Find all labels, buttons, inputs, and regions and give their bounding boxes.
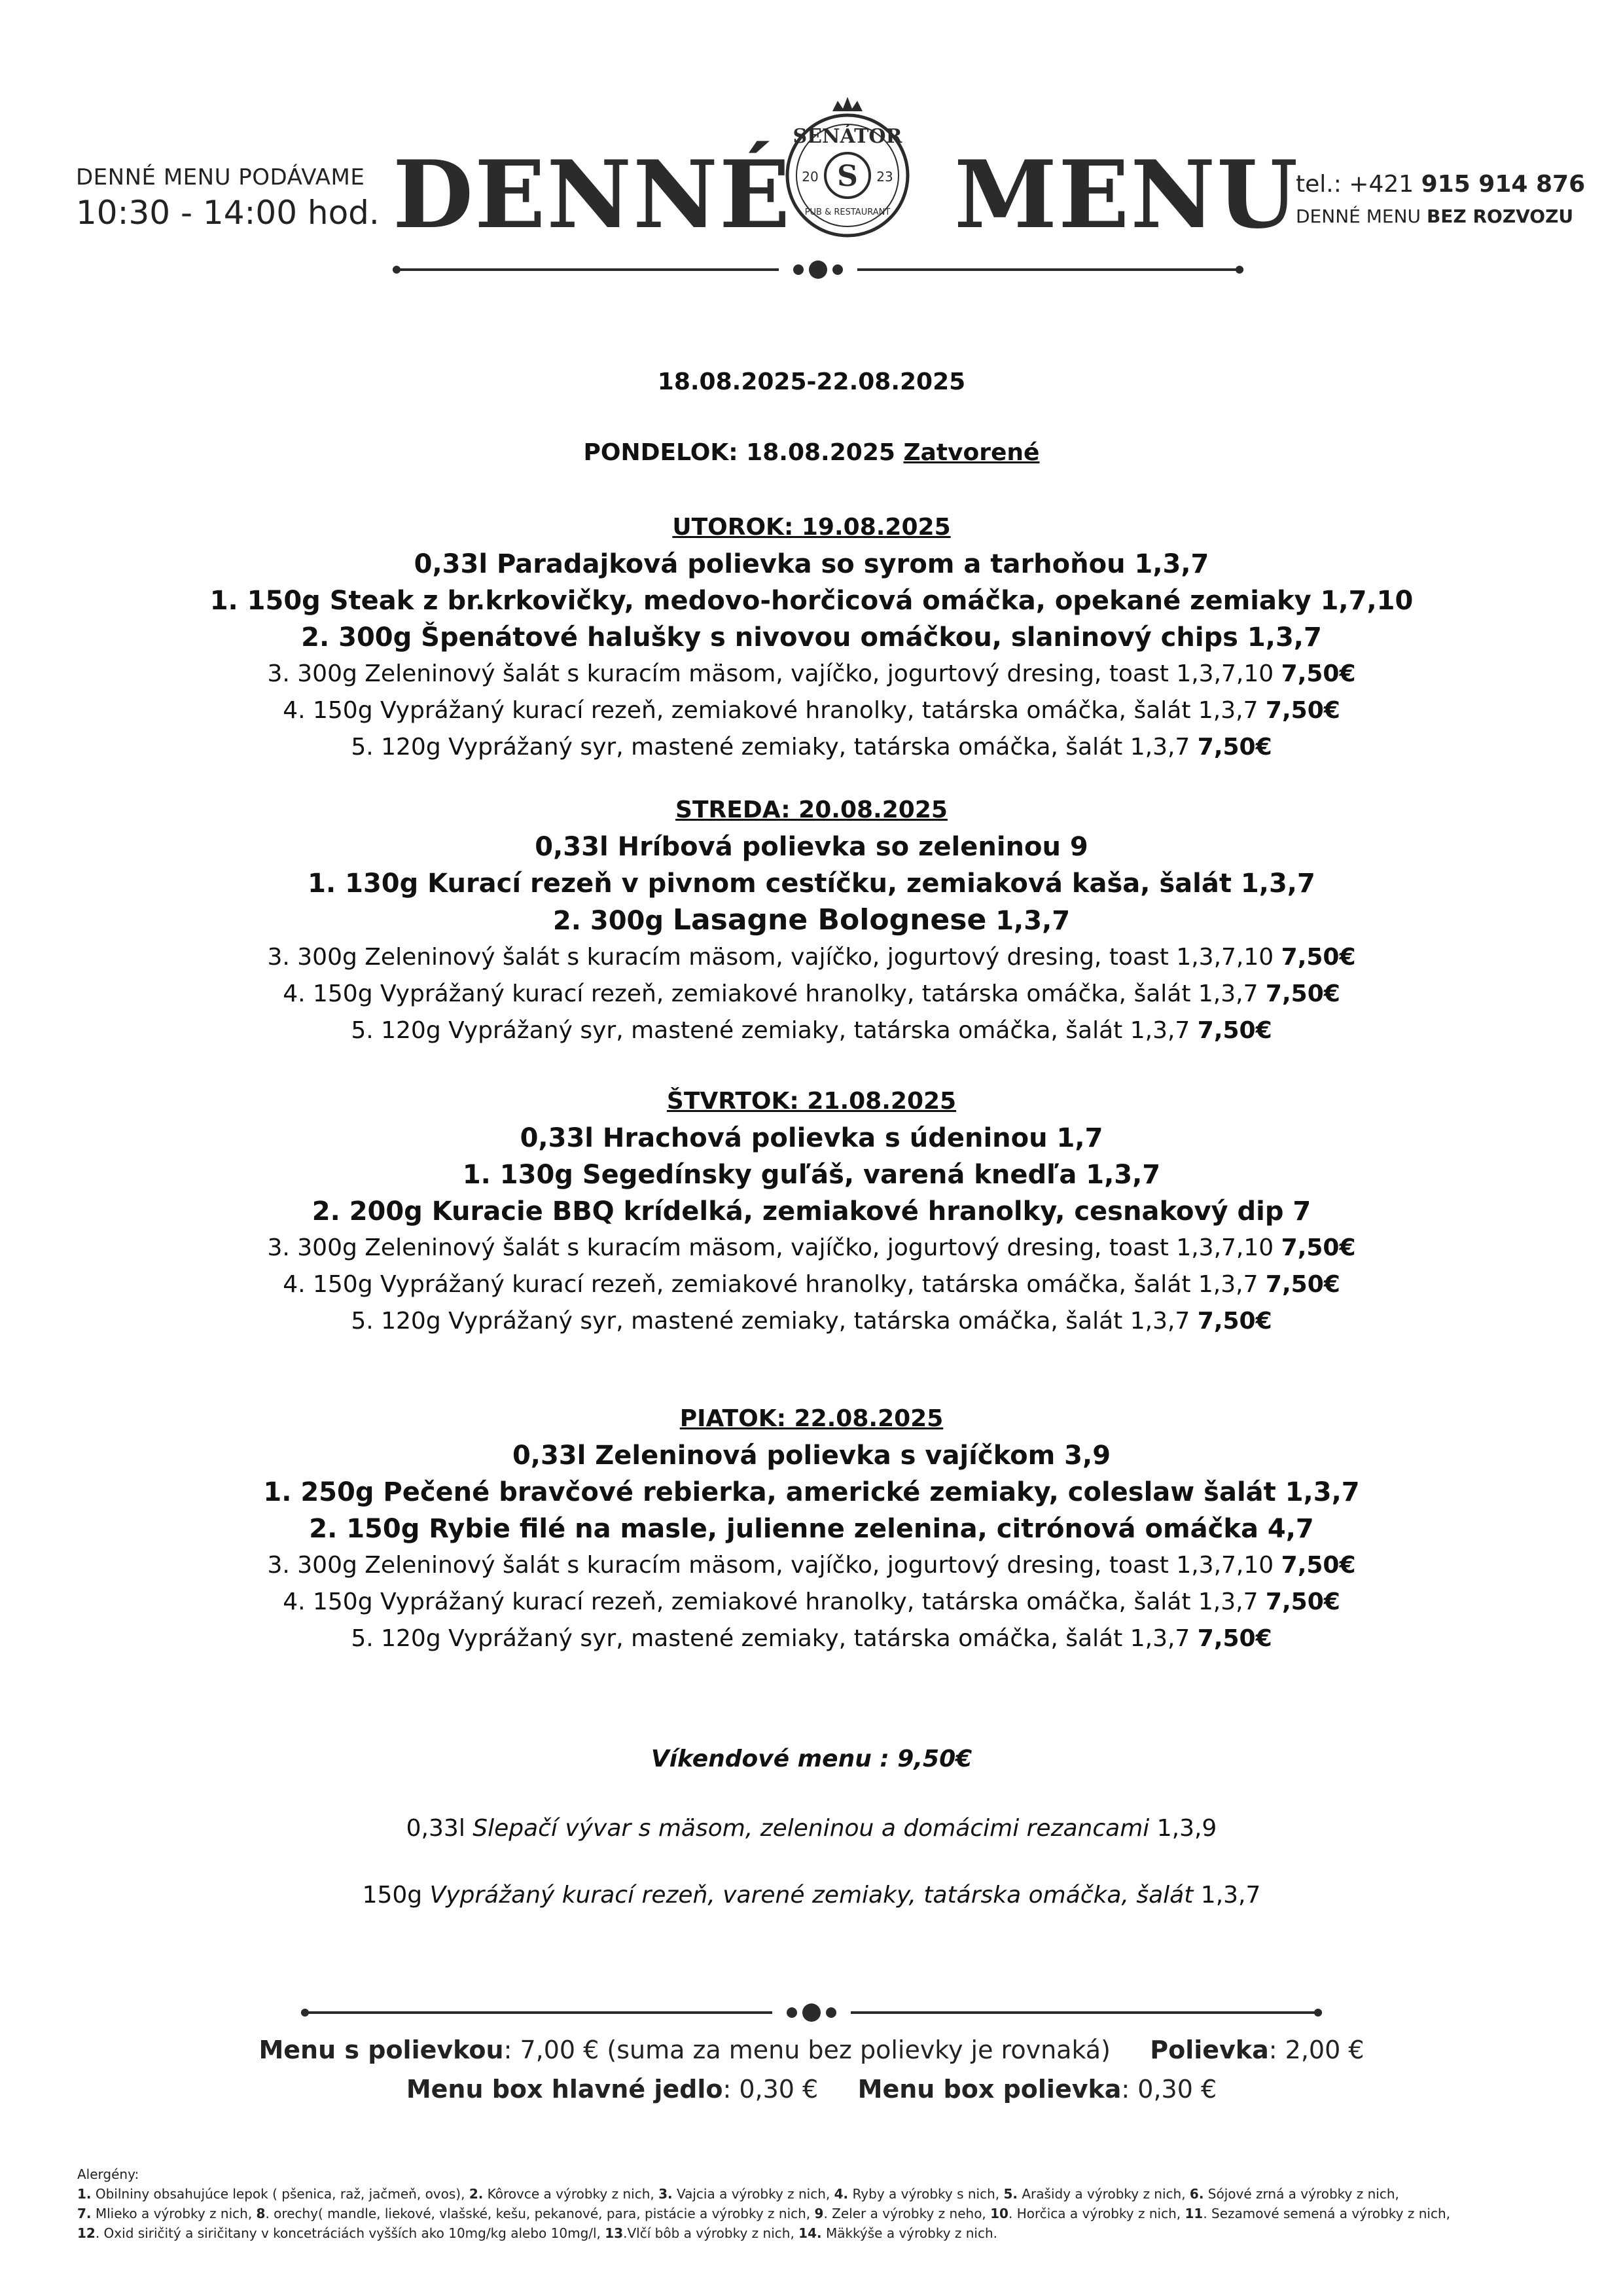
delivery-value: BEZ ROZVOZU xyxy=(1426,206,1574,227)
monday-status: Zatvorené xyxy=(903,439,1040,466)
fixed-dish-5: 5. 120g Vyprážaný syr, mastené zemiaky, tatárska omáčka, šalát 1,3,7 7,50€ xyxy=(351,1017,1272,1044)
delivery-label: DENNÉ MENU xyxy=(1296,206,1427,227)
fixed-dish-3: 3. 300g Zeleninový šalát s kuracím mäsom, vajíčko, jogurtový dresing, toast 1,3,7,10 7,50€ xyxy=(267,944,1356,971)
main-dish-1: 1. 130g Segedínsky guľáš, varená knedľa 1,3,7 xyxy=(462,1160,1161,1190)
contact-info xyxy=(1296,169,1585,233)
main-dish-1: 1. 130g Kurací rezeň v pivnom cestíčku, zemiaková kaša, šalát 1,3,7 xyxy=(308,869,1315,899)
fixed-dish-5: 5. 120g Vyprážaný syr, mastené zemiaky, tatárska omáčka, šalát 1,3,7 7,50€ xyxy=(351,1625,1272,1652)
fixed-dish-4: 4. 150g Vyprážaný kurací rezeň, zemiakové hranolky, tatárska omáčka, šalát 1,3,7 7,50€ xyxy=(283,1588,1340,1615)
price: 7,50€ xyxy=(1265,980,1340,1007)
allergen-item: 1. Obilniny obsahujúce lepok ( pšenica, raž, jačmeň, ovos), xyxy=(77,2186,469,2202)
day-thursday xyxy=(0,1083,1623,1340)
main-dish-1: 1. 250g Pečené bravčové rebierka, americké zemiaky, coleslaw šalát 1,3,7 xyxy=(263,1477,1360,1507)
fixed-dish-3: 3. 300g Zeleninový šalát s kuracím mäsom, vajíčko, jogurtový dresing, toast 1,3,7,10 7,50€ xyxy=(267,1552,1356,1579)
price: 7,50€ xyxy=(1197,734,1272,761)
main-dish-2: 2. 150g Rybie filé na masle, julienne zelenina, citrónová omáčka 4,7 xyxy=(309,1514,1314,1544)
allergen-item: 4. Ryby a výrobky s nich, xyxy=(834,2186,1004,2202)
allergen-item: 6. Sójové zrná a výrobky z nich, xyxy=(1189,2186,1399,2202)
price: 7,50€ xyxy=(1281,1234,1356,1261)
senator-logo xyxy=(772,92,923,242)
price: 7,50€ xyxy=(1281,660,1356,687)
fixed-dish-4: 4. 150g Vyprážaný kurací rezeň, zemiakové hranolky, tatárska omáčka, šalát 1,3,7 7,50€ xyxy=(283,1271,1340,1298)
allergen-item: 2. Kôrovce a výrobky z nich, xyxy=(469,2186,659,2202)
main-dish-2: 2. 300g Špenátové halušky s nivovou omáčkou, slaninový chips 1,3,7 xyxy=(301,622,1322,653)
day-wednesday xyxy=(0,792,1623,1049)
allergen-title: Alergény: xyxy=(77,2166,139,2182)
phone-label: tel.: +421 xyxy=(1296,171,1421,198)
weekend-item-1: 0,33l Slepačí vývar s mäsom, zeleninou a domácimi rezancami 1,3,9 xyxy=(406,1815,1217,1842)
crown-icon xyxy=(832,97,863,111)
price: 7,50€ xyxy=(1265,1588,1340,1615)
allergen-item: 10. Horčica a výrobky z nich, xyxy=(990,2206,1185,2221)
price: 7,50€ xyxy=(1197,1308,1272,1335)
allergen-item: 8. orechy( mandle, liekové, vlašské, kešu, pekanové, para, pistácie a výrobky z nich, xyxy=(256,2206,815,2221)
serving-time: 10:30 - 14:00 hod. xyxy=(76,194,380,232)
day-friday xyxy=(0,1401,1623,1657)
fixed-dish-5: 5. 120g Vyprážaný syr, mastené zemiaky, tatárska omáčka, šalát 1,3,7 7,50€ xyxy=(351,1308,1272,1335)
weekend-item-2: 150g Vyprážaný kurací rezeň, varené zemiaky, tatárska omáčka, šalát 1,3,7 xyxy=(362,1882,1261,1909)
allergen-item: 5. Arašidy a výrobky z nich, xyxy=(1003,2186,1190,2202)
logo-subtitle: PUB & RESTAURANT xyxy=(804,207,891,217)
price: 7,50€ xyxy=(1265,697,1340,724)
price-summary-2: Menu box hlavné jedlo: 0,30 € Menu box polievka: 0,30 € xyxy=(406,2075,1217,2104)
serving-hours xyxy=(76,162,380,233)
day-title: ŠTVRTOK: 21.08.2025 xyxy=(666,1088,957,1115)
allergen-item: 12. Oxid siričitý a siričitany v koncetráciách vyšších ako 10mg/kg alebo 10mg/l, xyxy=(77,2225,605,2241)
allergen-item: 9. Zeler a výrobky z neho, xyxy=(814,2206,991,2221)
soup: 0,33l Hríbová polievka so zeleninou 9 xyxy=(535,832,1088,862)
logo-name: SENÁTOR xyxy=(793,125,902,148)
fixed-dish-4: 4. 150g Vyprážaný kurací rezeň, zemiakové hranolky, tatárska omáčka, šalát 1,3,7 7,50€ xyxy=(283,980,1340,1007)
price: 7,50€ xyxy=(1265,1271,1340,1298)
logo-year-right: 23 xyxy=(876,169,893,185)
monday-label: PONDELOK: 18.08.2025 xyxy=(583,439,904,466)
price: 7,50€ xyxy=(1197,1625,1272,1652)
title-denne: DENNÉ xyxy=(393,141,792,249)
day-title: PIATOK: 22.08.2025 xyxy=(679,1405,944,1432)
allergen-item: 11. Sezamové semená a výrobky z nich, xyxy=(1185,2206,1450,2221)
header-divider xyxy=(393,257,1243,283)
soup: 0,33l Zeleninová polievka s vajíčkom 3,9 xyxy=(512,1441,1111,1471)
price: 7,50€ xyxy=(1281,944,1356,971)
serving-label: DENNÉ MENU PODÁVAME xyxy=(76,164,365,190)
fixed-dish-4: 4. 150g Vyprážaný kurací rezeň, zemiakové hranolky, tatárska omáčka, šalát 1,3,7 7,50€ xyxy=(283,697,1340,724)
week-range xyxy=(0,364,1623,401)
allergen-item: 3. Vajcia a výrobky z nich, xyxy=(658,2186,834,2202)
soup: 0,33l Hrachová polievka s údeninou 1,7 xyxy=(520,1123,1103,1153)
day-title: UTOROK: 19.08.2025 xyxy=(672,514,951,541)
day-tuesday xyxy=(0,509,1623,766)
price: 7,50€ xyxy=(1281,1552,1356,1579)
allergen-list xyxy=(77,2164,1556,2243)
fixed-dish-5: 5. 120g Vyprážaný syr, mastené zemiaky, tatárska omáčka, šalát 1,3,7 7,50€ xyxy=(351,734,1272,761)
main-dish-2: 2. 300g Lasagne Bolognese 1,3,7 xyxy=(552,903,1071,937)
allergen-item: 13.Vlčí bôb a výrobky z nich, xyxy=(605,2225,799,2241)
phone-number: 915 914 876 xyxy=(1421,171,1586,198)
weekend-menu xyxy=(0,1741,1623,1778)
weekend-title: Víkendové menu : 9,50€ xyxy=(651,1746,972,1772)
monday-closed xyxy=(0,435,1623,471)
allergen-item: 14. Mäkkýše a výrobky z nich. xyxy=(798,2225,998,2241)
fixed-dish-3: 3. 300g Zeleninový šalát s kuracím mäsom, vajíčko, jogurtový dresing, toast 1,3,7,10 7,50€ xyxy=(267,1234,1356,1261)
price: 7,50€ xyxy=(1197,1017,1272,1044)
fixed-dish-3: 3. 300g Zeleninový šalát s kuracím mäsom, vajíčko, jogurtový dresing, toast 1,3,7,10 7,50€ xyxy=(267,660,1356,687)
main-dish-2: 2. 200g Kuracie BBQ krídelká, zemiakové hranolky, cesnakový dip 7 xyxy=(312,1196,1311,1227)
logo-year-left: 20 xyxy=(802,169,819,185)
soup: 0,33l Paradajková polievka so syrom a tarhoňou 1,3,7 xyxy=(414,549,1209,579)
allergen-items xyxy=(77,2184,1556,2243)
main-dish-1: 1. 150g Steak z br.krkovičky, medovo-horčicová omáčka, opekané zemiaky 1,7,10 xyxy=(209,586,1414,616)
title-menu: MENU xyxy=(954,141,1300,249)
footer-divider xyxy=(301,2000,1322,2026)
price-summary-1: Menu s polievkou: 7,00 € (suma za menu bez polievky je rovnaká) Polievka: 2,00 € xyxy=(259,2036,1364,2064)
allergen-item: 7. Mlieko a výrobky z nich, xyxy=(77,2206,257,2221)
week-range-text: 18.08.2025-22.08.2025 xyxy=(657,368,966,395)
day-title: STREDA: 20.08.2025 xyxy=(675,797,948,823)
logo-letter: S xyxy=(837,160,858,193)
